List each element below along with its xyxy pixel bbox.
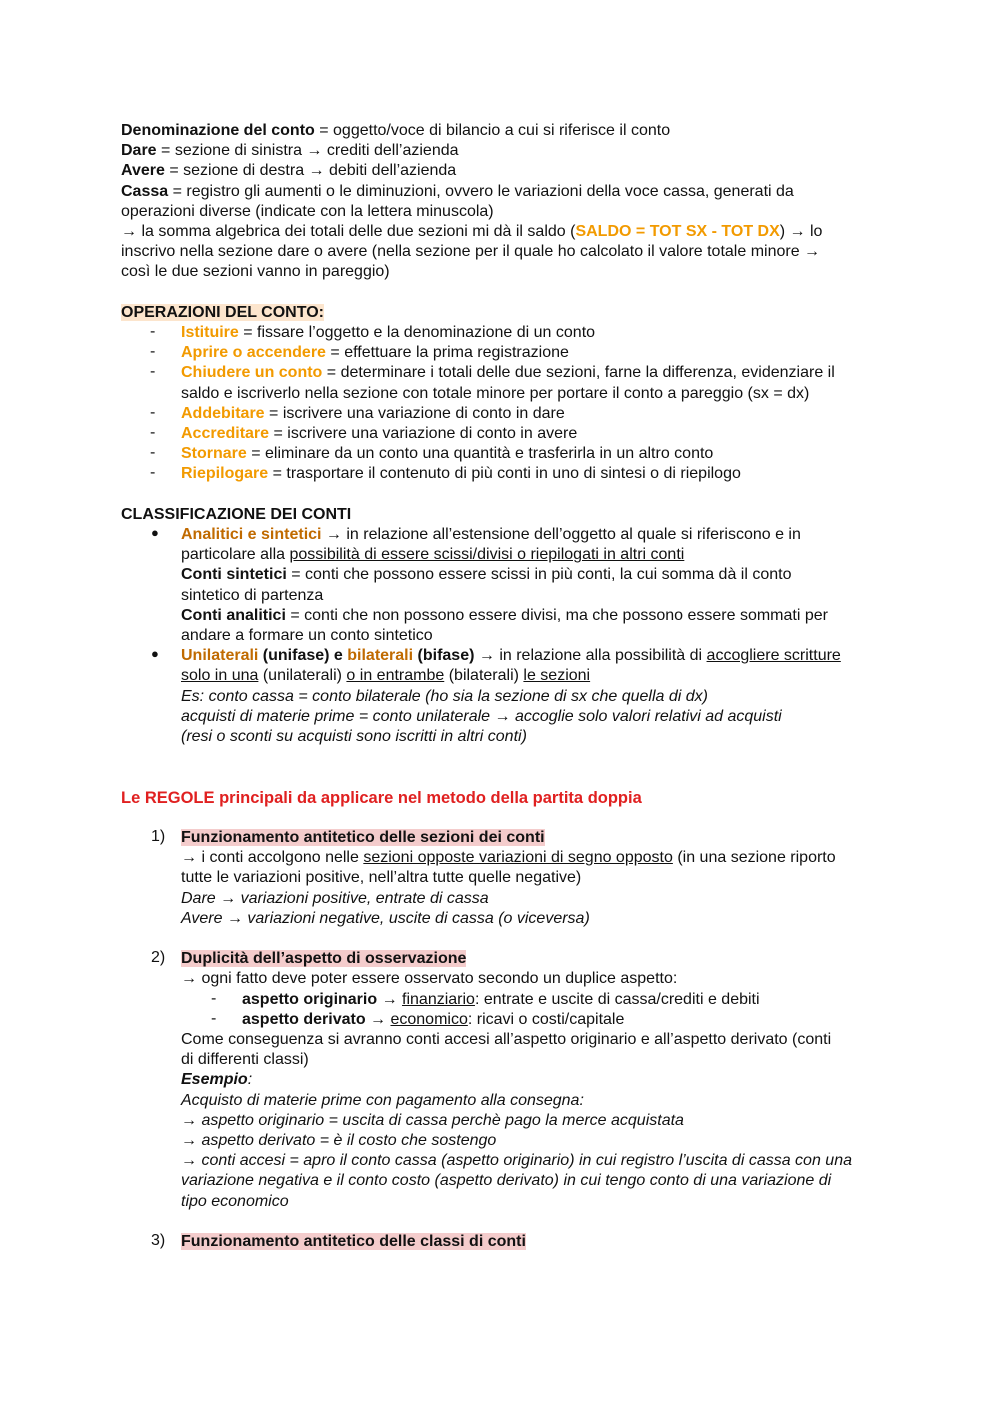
definition-continuation: andare a formare un conto sintetico: [181, 627, 433, 645]
example-text: Acquisto di materie prime con pagamento alla consegna:: [181, 1091, 584, 1109]
term-paren: (bifase): [413, 647, 475, 665]
text: (bilaterali): [444, 667, 524, 685]
example-text: → conti accesi = apro il conto cassa (aspetto originario) in cui registro l’uscita di cassa con una: [181, 1152, 852, 1170]
text: Come conseguenza si avranno conti accesi all’aspetto originario e all’aspetto derivato (conti: [181, 1031, 832, 1049]
definition: = registro gli aumenti o le diminuzioni, ovvero le variazioni della voce cassa, generati da: [168, 182, 794, 200]
term: Accreditare: [181, 425, 270, 443]
def-cassa: [121, 182, 881, 202]
sub-list-item: [121, 990, 881, 1010]
text: di differenti classi): [181, 1051, 309, 1069]
example-text: Es: conto cassa = conto bilaterale (ho sia la sezione di sx che quella di dx): [181, 687, 708, 705]
rule-3: [121, 1232, 881, 1252]
text: → in relazione alla possibilità di: [474, 647, 707, 665]
example-text: acquisti di materie prime = conto unilaterale → accoglie solo valori relativi ad acquisti: [181, 707, 782, 725]
operazione-item: [121, 323, 881, 343]
definition: = conti che non possono essere divisi, ma che possono essere sommati per: [285, 606, 828, 624]
dash-marker: -: [150, 403, 156, 421]
operazione-item: [121, 363, 881, 403]
term: Istituire: [181, 324, 239, 342]
term-connector: (unifase) e: [258, 647, 348, 665]
term: Chiudere un conto: [181, 364, 323, 382]
text: :: [247, 1071, 253, 1089]
definition: = determinare i totali delle due sezioni, farne la differenza, evidenziare il: [322, 364, 835, 382]
operazione-item: [121, 424, 881, 444]
section-heading-operazioni: [121, 303, 881, 323]
definition: = sezione di sinistra → crediti dell’azienda: [156, 142, 459, 160]
definition: = conti che possono essere scissi in più conti, la cui somma dà il conto: [286, 566, 792, 584]
definition: = sezione di destra → debiti dell’azienda: [164, 162, 457, 180]
operazioni-list: [121, 323, 881, 485]
example-text: Avere → variazioni negative, uscite di cassa (o viceversa): [181, 909, 590, 927]
term: Conti sintetici: [181, 566, 287, 584]
bullet: ●: [151, 525, 159, 541]
heading-text: CLASSIFICAZIONE DEI CONTI: [121, 505, 352, 523]
example-text: Dare → variazioni positive, entrate di cassa: [181, 889, 489, 907]
operazione-item: [121, 464, 881, 484]
sub-list-item: [121, 1010, 881, 1030]
document-page: [121, 121, 881, 1252]
definition-continuation: sintetico di partenza: [181, 586, 324, 604]
dash-marker: -: [150, 323, 156, 341]
arrow: →: [365, 1010, 391, 1028]
example-text: variazione negativa e il conto costo (aspetto derivato) in cui tengo conto di una variazione di: [181, 1172, 832, 1190]
bullet: ●: [151, 646, 159, 662]
term: Stornare: [181, 445, 247, 463]
dash-marker: -: [150, 424, 156, 442]
definition: = trasportare il contenuto di più conti in uno di sintesi o di riepilogo: [268, 465, 741, 483]
term: Conti analitici: [181, 606, 286, 624]
term: Addebitare: [181, 404, 265, 422]
regole-heading: Le REGOLE principali da applicare nel metodo della partita doppia: [121, 788, 642, 807]
rule-title: Funzionamento antitetico delle sezioni dei conti: [181, 829, 545, 847]
term: Riepilogare: [181, 465, 269, 483]
saldo-continuation: inscrivo nella sezione dare o avere (nella sezione per il quale ho calcolato il valore totale minore →: [121, 243, 821, 261]
saldo-line: [121, 222, 881, 242]
text: → i conti accolgono nelle: [181, 849, 364, 867]
example-text: → aspetto originario = uscita di cassa perchè pago la merce acquistata: [181, 1111, 684, 1129]
dash-marker: -: [211, 1009, 217, 1027]
section-heading-classificazione: [121, 505, 881, 525]
text: particolare alla: [181, 546, 290, 564]
def-dare: [121, 141, 881, 161]
definition: = fissare l’oggetto e la denominazione di un conto: [238, 324, 596, 342]
term: Unilaterali: [181, 647, 259, 665]
term: Avere: [121, 162, 165, 180]
term: aspetto derivato: [242, 1010, 366, 1028]
dash-marker: -: [150, 343, 156, 361]
underlined-text: solo in una: [181, 667, 259, 685]
term: Denominazione del conto: [121, 122, 315, 139]
underlined-text: sezioni opposte variazioni di segno opposto: [363, 849, 673, 867]
text: → ogni fatto deve poter essere osservato secondo un duplice aspetto:: [181, 970, 678, 988]
heading-text: OPERAZIONI DEL CONTO:: [121, 303, 324, 321]
text: → la somma algebrica dei totali delle due sezioni mi dà il saldo (: [121, 223, 576, 241]
dash-marker: -: [150, 444, 156, 462]
example-text: tipo economico: [181, 1192, 289, 1210]
definition: = eliminare da un conto una quantità e trasferirla in un altro conto: [246, 445, 714, 463]
list-item: [121, 525, 881, 646]
definition: = iscrivere una variazione di conto in dare: [264, 404, 565, 422]
term: Analitici e sintetici: [181, 526, 322, 544]
rule-number: 1): [151, 828, 166, 846]
underlined-text: o in entrambe: [346, 667, 445, 685]
term: Cassa: [121, 182, 169, 200]
list-item: [121, 646, 881, 747]
example-label: Esempio: [181, 1071, 248, 1089]
def-denominazione: [121, 121, 881, 141]
text: (in una sezione riporto: [672, 849, 836, 867]
arrow: →: [377, 990, 403, 1008]
dash-marker: -: [150, 464, 156, 482]
rule-number: 2): [151, 949, 166, 967]
underlined-text: finanziario: [402, 990, 475, 1008]
definition: = oggetto/voce di bilancio a cui si riferisce il conto: [314, 122, 671, 139]
term: bilaterali: [347, 647, 414, 665]
text: : entrate e uscite di cassa/crediti e debiti: [474, 990, 760, 1008]
underlined-text: economico: [390, 1010, 468, 1028]
definition-continuation: operazioni diverse (indicate con la lettera minuscola): [121, 202, 494, 220]
rule-title: Duplicità dell’aspetto di osservazione: [181, 950, 467, 968]
underlined-text: le sezioni: [523, 667, 591, 685]
term: Aprire o accendere: [181, 344, 326, 362]
operazione-item: [121, 343, 881, 363]
def-avere: [121, 161, 881, 181]
rule-2: [121, 949, 881, 989]
saldo-continuation: così le due sezioni vanno in pareggio): [121, 263, 390, 281]
rule-2-continuation: [121, 1030, 881, 1212]
example-text: → aspetto derivato = è il costo che sostengo: [181, 1132, 497, 1150]
rule-1: [121, 828, 881, 929]
text: (unilaterali): [258, 667, 347, 685]
text: : ricavi o costi/capitale: [467, 1010, 625, 1028]
text: tutte le variazioni positive, nell’altra tutte quelle negative): [181, 869, 582, 887]
definition-continuation: saldo e iscriverlo nella sezione con totale minore per portare il conto a pareggio (sx = dx): [181, 384, 810, 402]
dash-marker: -: [150, 363, 156, 381]
definition: = iscrivere una variazione di conto in avere: [269, 425, 578, 443]
text: → in relazione all’estensione dell’oggetto al quale si riferiscono e in: [321, 526, 801, 544]
underlined-text: possibilità di essere scissi/divisi o riepilogati in altri conti: [289, 546, 685, 564]
underlined-text: accogliere scritture: [706, 647, 841, 665]
term: aspetto originario: [242, 990, 378, 1008]
example-text: (resi o sconti su acquisti sono iscritti in altri conti): [181, 728, 527, 746]
dash-marker: -: [211, 989, 217, 1007]
rule-number: 3): [151, 1232, 166, 1250]
text: ) → lo: [779, 223, 823, 241]
saldo-formula: SALDO = TOT SX - TOT DX: [575, 223, 780, 241]
definition: = effettuare la prima registrazione: [325, 344, 569, 362]
operazione-item: [121, 444, 881, 464]
rule-title: Funzionamento antitetico delle classi di conti: [181, 1233, 526, 1251]
operazione-item: [121, 404, 881, 424]
term: Dare: [121, 142, 157, 160]
